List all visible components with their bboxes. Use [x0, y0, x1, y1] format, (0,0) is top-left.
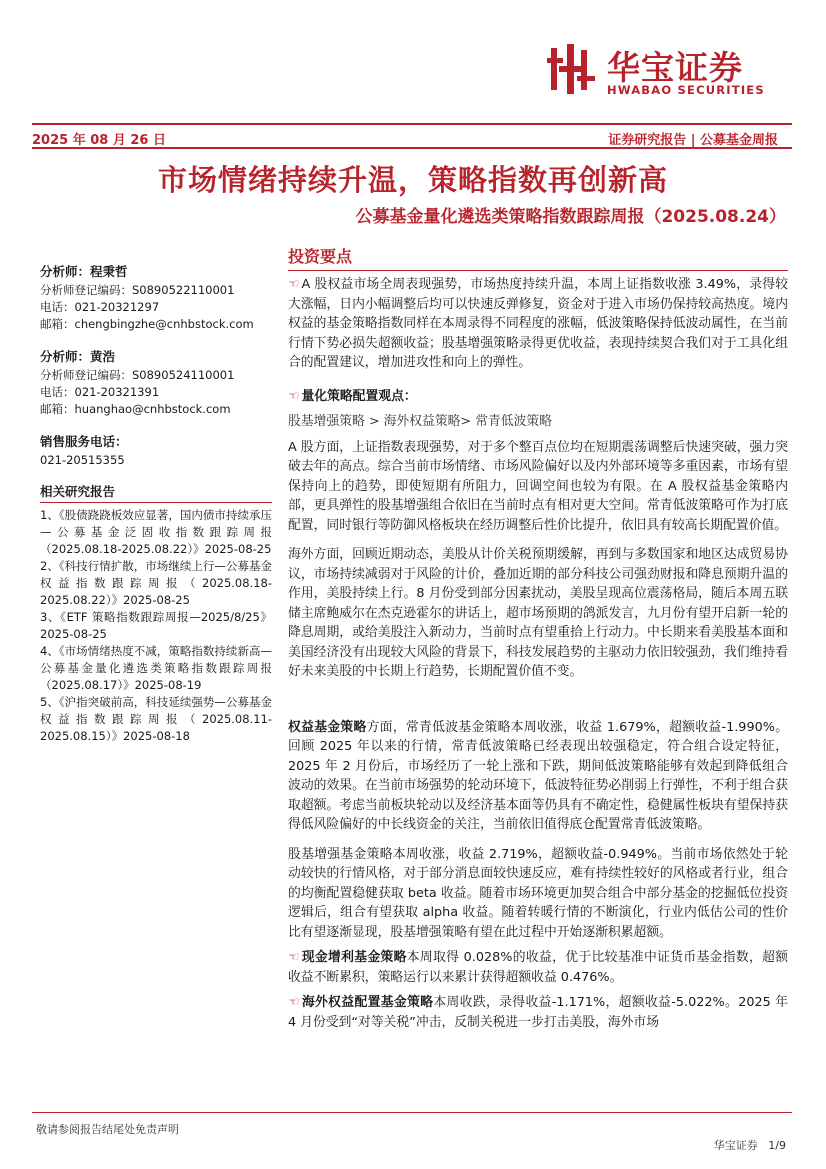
sidebar — [40, 262, 272, 745]
page-number: 1/9 — [768, 1139, 786, 1152]
analyst1-email: 邮箱：chengbingzhe@cnhbstock.com — [40, 317, 254, 331]
strategy-view-heading — [288, 387, 788, 407]
summary-paragraph — [288, 275, 788, 373]
analyst2-name: 分析师：黄浩 — [40, 349, 116, 364]
analyst1-reg: 分析师登记编码：S0890522110001 — [40, 283, 235, 297]
related-report-item[interactable]: 4、《市场情绪热度不减，策略指数持续新高—公募基金量化遴选类策略指数跟踪周报（2025.08.17）》2025-08-19 — [40, 644, 272, 692]
analyst2-phone: 电话：021-20321391 — [40, 385, 160, 399]
main-content — [288, 246, 788, 1032]
strategy-view-title: 量化策略配置观点： — [301, 388, 417, 404]
pointing-hand-icon: ☜ — [288, 950, 300, 965]
equity-strategy-label: 权益基金策略 — [288, 719, 367, 735]
strategy-ranking: 股基增强策略 > 海外权益策略> 常青低波策略 — [288, 414, 552, 429]
cash-strategy-label: 现金增利基金策略 — [301, 950, 407, 965]
related-report-item[interactable]: 5、《沪指突破前高，科技延续强势—公募基金权益指数跟踪周报（2025.08.11-2025.08.15）》2025-08-18 — [40, 695, 272, 743]
company-logo — [545, 40, 777, 102]
related-report-item[interactable]: 2、《科技行情扩散，市场继续上行—公募基金权益指数跟踪周报（2025.08.18-2025.08.22）》2025-08-25 — [40, 559, 272, 607]
pointing-hand-icon: ☜ — [288, 277, 300, 292]
logo-mark-icon — [545, 44, 597, 94]
cash-strategy-text: 本周取得 0.028%的收益，优于比较基准中证货币基金指数，超额收益不断累积，策略运行以来累计获得超额收益 0.476%。 — [288, 950, 788, 985]
related-reports-title: 相关研究报告 — [40, 483, 272, 503]
report-type: 证券研究报告 | 公募基金周报 — [608, 133, 778, 148]
equity-strategy-paragraph — [288, 718, 788, 835]
sales-label: 销售服务电话： — [40, 434, 128, 449]
date-bar — [32, 123, 792, 149]
a-share-paragraph: A 股方面，上证指数表现强势，对于多个整百点位均在短期震荡调整后快速突破，强力突破去年的高点。综合当前市场情绪、市场风险偏好以及内外部环境等多重因素，市场有望保持向上的趋势，即使短期有所阻力，回调空间也较为有限。在 A 股权益基金策略内部，更具弹性的股基增强组合依旧在当前时点有相对更大空间。常青低波策略可作为打底配置，同时银行等防御风格板块在经历调整后性价比提升，依旧具有较高长期配置价值。 — [288, 439, 788, 533]
overseas-strategy-label: 海外权益配置基金策略 — [301, 995, 434, 1010]
logo-text-cn: 华宝证券 — [607, 48, 743, 87]
report-date: 2025 年 08 月 26 日 — [32, 133, 166, 148]
analyst1-name: 分析师：程秉哲 — [40, 264, 128, 279]
page-subtitle: 公募基金量化遴选类策略指数跟踪周报（2025.08.24） — [355, 207, 786, 227]
footer-page-info — [714, 1137, 786, 1153]
footer-company: 华宝证券 — [713, 1139, 758, 1152]
overseas-strategy-text: 本周收跌，录得收益-1.171%，超额收益-5.022%。2025 年 4 月份受到“对等关税”冲击，反制关税进一步打击美股，海外市场 — [288, 995, 788, 1030]
pointing-hand-icon: ☜ — [288, 388, 300, 404]
related-report-item[interactable]: 1、《股债跷跷板效应显著，国内债市持续承压—公募基金泛固收指数跟踪周报（2025.08.18-2025.08.22）》2025-08-25 — [40, 508, 272, 556]
equity-strategy-text: 方面，常青低波基金策略本周收涨，收益 1.679%，超额收益-1.990%。回顾 2025 年以来的行情，常青低波策略已经表现出较强稳定，符合组合设定特征，2025 年 2 月份后，市场经历了一轮上涨和下跌，期间低波策略能够有效起到降低组合波动的效果。在当前市场强势的轮动环境下，低波特征势必削弱上行弹性，不利于组合获取超额。考虑当前板块轮动以及经济基本面等仍具有不确定性，稳健属性板块有望保持获得低风险偏好的中长线资金的关注，当前依旧值得底仓配置常青低波策略。 — [288, 719, 788, 832]
analyst2-reg: 分析师登记编码：S0890524110001 — [40, 368, 235, 382]
overseas-strategy-paragraph — [288, 993, 788, 1032]
pointing-hand-icon: ☜ — [288, 995, 300, 1010]
sales-phone: 021-20515355 — [40, 453, 125, 467]
footer-divider — [32, 1112, 792, 1113]
section-title: 投资要点 — [288, 246, 788, 271]
enhanced-strategy-paragraph: 股基增强基金策略本周收涨，收益 2.719%，超额收益-0.949%。当前市场依然处于轮动较快的行情风格，对于部分消息面较快速反应，难有持续性较好的风格或者行业，组合的均衡配置稳健获取 beta 收益。随着市场环境更加契合组合中部分基金的挖掘低位投资逻辑后，组合有望获取 alpha 收益。随着转暖行情的不断演化，行业内低估公司的性价比有望逐渐显现，股基增强策略有望在此过程中开始逐渐积累超额。 — [288, 846, 788, 940]
analyst2-email: 邮箱：huanghao@cnhbstock.com — [40, 402, 231, 416]
related-report-item[interactable]: 3、《ETF 策略指数跟踪周报—2025/8/25》2025-08-25 — [40, 610, 272, 641]
cash-strategy-paragraph — [288, 948, 788, 987]
page-title: 市场情绪持续升温，策略指数再创新高 — [157, 163, 668, 197]
overseas-paragraph: 海外方面，回顾近期动态，美股从计价关税预期缓解，再到与多数国家和地区达成贸易协议，市场持续减弱对于风险的计价，叠加近期的部分科技公司强劲财报和降息预期升温的作用，美股持续上行。8 月份受到部分因素扰动，美股呈现高位震荡格局，随后本周五联储主席鲍威尔在杰克逊霍尔的讲话上，超市场预期的鸽派发言，九月份有望开启新一轮的降息周期，或给美股注入新动力，当前时点有望重拾上行动力。中长期来看美股基本面和美国经济没有出现较大风险的背景下，科技发展趋势的主驱动力依旧较强劲，我们维持看好未来美股的中长期上行趋势，长期配置价值不变。 — [288, 547, 788, 679]
logo-text-en: HWABAO SECURITIES — [607, 83, 765, 97]
analyst1-phone: 电话：021-20321297 — [40, 300, 160, 314]
summary-text: A 股权益市场全周表现强势，市场热度持续升温，本周上证指数收涨 3.49%，录得较大涨幅，日内小幅调整后均可以快速反弹修复，资金对于进入市场仍保持较高热度。境内权益的基金策略指数同样在本周录得不同程度的涨幅，低波策略保持低波动属性，在当前行情下势必损失超额收益；股基增强策略录得更优收益，表现持续契合我们对于工具化组合的配置建议，增加进攻性和向上的弹性。 — [288, 277, 788, 370]
footer-disclaimer: 敬请参阅报告结尾处免责声明 — [36, 1123, 179, 1136]
